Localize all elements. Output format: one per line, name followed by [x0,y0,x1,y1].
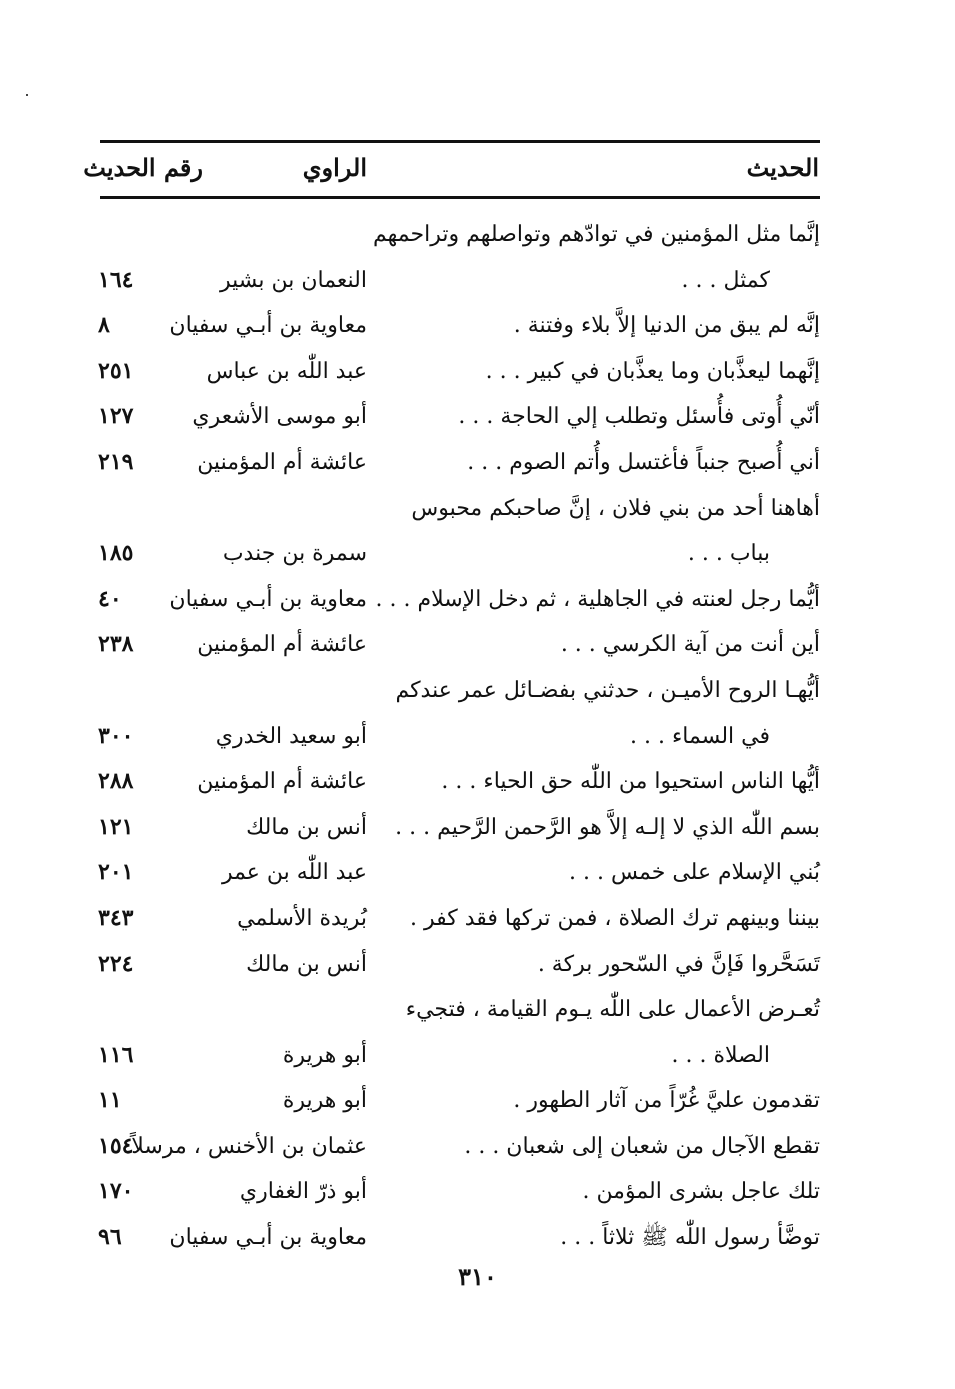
hadith-number [98,987,158,1033]
hadith-text: بيننا وبينهم ترك الصلاة ، فمن تركها فقد كفر . [409,905,820,931]
narrator-name: معاوية بن أبـي سفيان [169,313,367,339]
hadith-text: إنَّه لم يبق من الدنيا إلاَّ بلاء وفتنة . [513,313,820,339]
hadith-text: الصلاة . . . [671,1042,770,1068]
hadith-number: ١١ [98,1087,122,1114]
hadith-text: تُعـرض الأعمال على اللّٰه يـوم القيامة ، فتجيء [405,997,820,1023]
narrator-name: عبد اللّٰه بن عباس [206,358,367,384]
hadith-number: ١٧٠ [98,1178,134,1205]
narrator-name: أبو موسى الأشعري [192,404,367,430]
table-row [80,622,825,668]
hadith-number: ٢٠١ [98,859,134,886]
table-row [80,714,825,760]
table-row [80,896,825,942]
scan-speck [26,94,28,96]
hadith-text: أني أُصبح جنباً فأغتسل وأُتم الصوم . . . [467,449,820,475]
table-row [80,212,825,258]
hadith-text: إنَّما مثل المؤمنين في توادّهم وتواصلهم وتراحمهم [373,222,820,247]
hadith-number [98,212,158,258]
table-row [80,987,825,1033]
header-top-rule [100,140,820,143]
table-row [80,258,825,304]
hadith-text: أنّي أُوتى فأُسئل وتطلب إلي الحاجة . . . [458,404,820,430]
hadith-number: ٨ [98,312,110,339]
narrator-name: أبو هريرة [282,1088,367,1114]
hadith-text: أين أنت من آية الكرسي . . . [560,632,820,658]
table-row [80,668,825,714]
hadith-index-table [80,212,825,1261]
table-row [80,1033,825,1079]
hadith-number: ٤٠ [98,585,122,612]
hadith-number [98,486,158,532]
hadith-number: ١٨٥ [98,540,134,567]
narrator-name: أبو ذرّ الغفاري [239,1179,367,1205]
hadith-number: ٩٦ [98,1224,122,1251]
narrator-name: عائشة أم المؤمنين [197,769,367,795]
hadith-number: ٣٠٠ [98,722,134,749]
column-header-narrator: الراوي [302,153,367,182]
hadith-number: ٢٢٤ [98,950,134,977]
hadith-text: إنَّهما ليعذَّبان وما يعذَّبان في كبير . . . [485,358,820,384]
hadith-text: أهاهنا أحد من بني فلان ، إنَّ صاحبكم محبوس [411,495,820,521]
hadith-number: ١٢١ [98,813,134,840]
header-bottom-rule [100,196,820,199]
narrator-name: أبو سعيد الخدري [215,723,367,749]
table-row [80,577,825,623]
hadith-number: ٣٤٣ [98,904,134,931]
table-row [80,531,825,577]
page-number: ٣١٠ [458,1262,497,1291]
hadith-text: أيُّها الناس استحيوا من اللّٰه حق الحياء . . . [441,769,820,795]
table-row [80,1169,825,1215]
hadith-text: بباب . . . [687,541,770,567]
hadith-number: ٢٣٨ [98,631,134,658]
table-row [80,805,825,851]
narrator-name: معاوية بن أبـي سفيان [169,586,367,612]
hadith-text: تلك عاجل بشرى المؤمن . [582,1179,820,1205]
table-row [80,1078,825,1124]
narrator-name: عائشة أم المؤمنين [197,449,367,475]
narrator-name: معاوية بن أبـي سفيان [169,1225,367,1251]
hadith-number: ٢٥١ [98,357,134,384]
narrator-name: عائشة أم المؤمنين [197,632,367,658]
table-row [80,1215,825,1261]
hadith-text: تقطع الآجال من شعبان إلى شعبان . . . [464,1133,820,1159]
hadith-text: كمثل . . . [681,267,770,293]
hadith-text: بُني الإسلام على خمس . . . [569,860,820,886]
table-row [80,1124,825,1170]
hadith-number: ١٢٧ [98,403,134,430]
narrator-name: بُريدة الأسلمي [237,905,367,931]
table-row [80,394,825,440]
table-row [80,486,825,532]
hadith-number: ١١٦ [98,1041,134,1068]
hadith-number: ٢٨٨ [98,768,134,795]
table-row [80,440,825,486]
hadith-number: ١٥٤ [98,1132,134,1159]
narrator-name: أنس بن مالك [246,814,367,840]
column-header-hadith-number: رقم الحديث [83,153,203,182]
table-row [80,303,825,349]
hadith-text: أيُّما رجل لعنته في الجاهلية ، ثم دخل الإسلام . . . [375,586,820,612]
hadith-number [98,668,158,714]
narrator-name: عثمان بن الأخنس ، مرسلاً [131,1133,367,1159]
narrator-name: أنس بن مالك [246,951,367,977]
narrator-name: النعمان بن بشير [219,267,367,293]
table-row [80,349,825,395]
narrator-name: سمرة بن جندب [222,541,367,567]
hadith-text: في السماء . . . [629,723,770,749]
table-row [80,850,825,896]
narrator-name: أبو هريرة [282,1042,367,1068]
hadith-number: ١٦٤ [98,266,134,293]
hadith-text: تقدمون عليَّ غُرّاً من آثار الطهور . [513,1088,820,1114]
hadith-text: بسم اللّٰه الذي لا إلـه إلاَّ هو الرَّحمن الرَّحيم . . . [395,814,820,840]
narrator-name: عبد اللّٰه بن عمر [221,860,367,886]
hadith-text: أيُّهـا الروح الأميـن ، حدثني بفضـائل عمر عندكم [395,677,820,703]
hadith-text: توضَّأ رسول اللّٰه ﷺ ثلاثاً . . . [560,1225,820,1251]
table-row [80,942,825,988]
table-row [80,759,825,805]
hadith-text: تَسَحَّروا فَإنَّ في السّحور بركة . [537,951,820,977]
column-header-hadith: الحديث [746,153,819,182]
hadith-number: ٢١٩ [98,448,134,475]
